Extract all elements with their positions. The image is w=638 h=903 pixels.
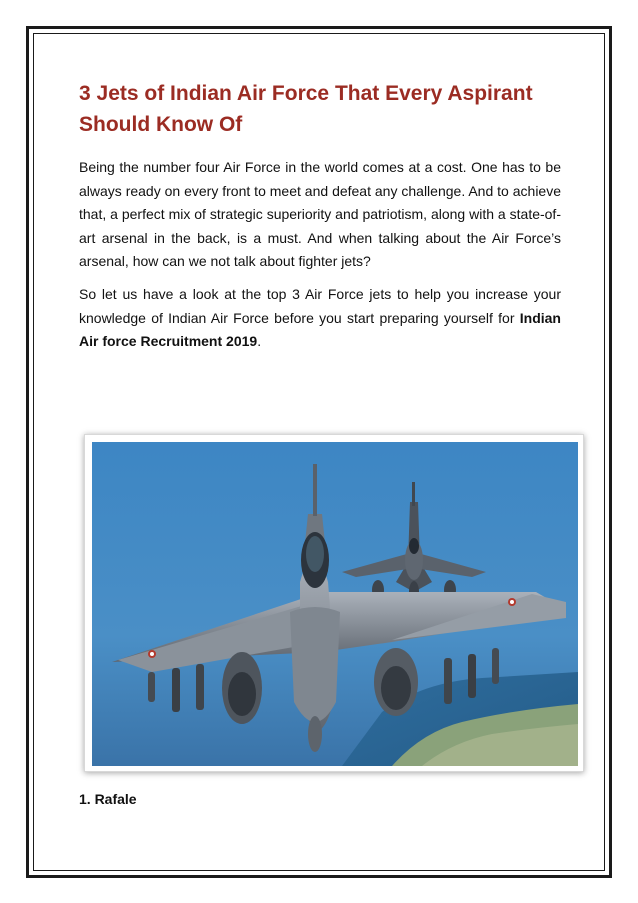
intro-paragraph: Being the number four Air Force in the world comes at a cost. One has to be always ready on every front to meet and defeat any challenge. And to achieve that, a perfect mix of strategic superiority and patriotism, along with a state-of-art arsenal in the back, is a must. And when talking about the Air Force’s arsenal, how can we not talk about fighter jets?	[79, 159, 561, 270]
article-body	[79, 78, 561, 363]
article-title: 3 Jets of Indian Air Force That Every Aspirant Should Know Of	[79, 82, 533, 136]
jets-illustration	[92, 442, 578, 766]
paragraph-text: So let us have a look at the top 3 Air Force jets to help you increase your knowledge of Indian Air Force before you start preparing yourself for	[79, 285, 561, 326]
paragraph-end: .	[257, 333, 262, 350]
section-heading-rafale: 1. Rafale	[79, 791, 137, 807]
second-paragraph	[79, 283, 561, 354]
recruitment-highlight: Indian Air force Recruitment 2019	[79, 309, 561, 350]
fighter-jets-photo	[84, 434, 584, 772]
